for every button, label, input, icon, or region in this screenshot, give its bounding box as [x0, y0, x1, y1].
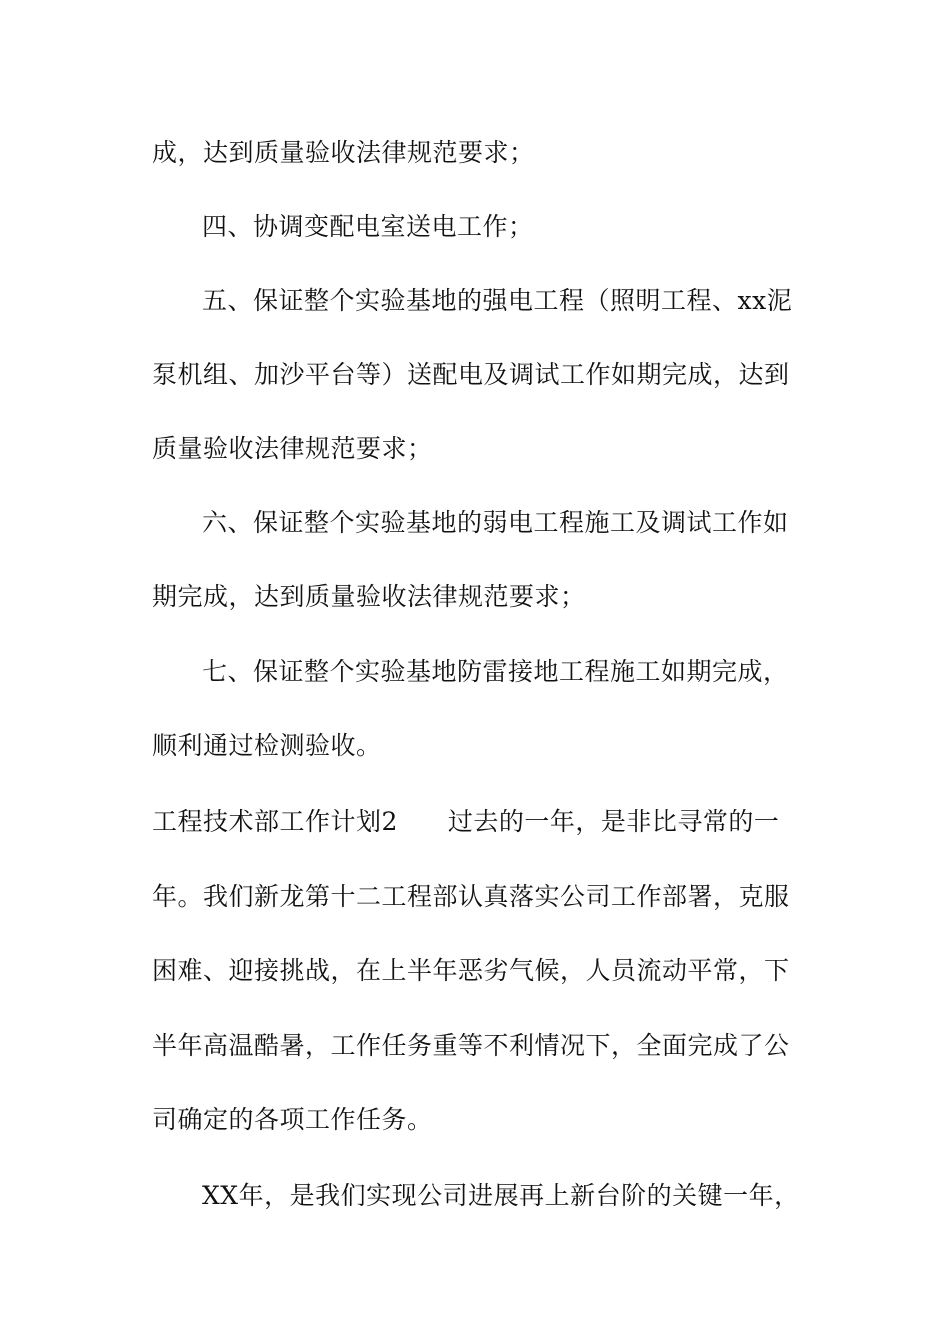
- paragraph-line: 成，达到质量验收法律规范要求；: [152, 138, 535, 167]
- paragraph-line: 质量验收法律规范要求；: [152, 434, 433, 463]
- paragraph-line: 顺利通过检测验收。: [152, 731, 382, 760]
- paragraph-line: 六、保证整个实验基地的弱电工程施工及调试工作如: [202, 508, 789, 537]
- paragraph-line: 年。我们新龙第十二工程部认真落实公司工作部署，克服: [152, 882, 790, 911]
- section-heading-line: [152, 806, 802, 838]
- paragraph-line: 司确定的各项工作任务。: [152, 1105, 433, 1134]
- paragraph-line: XX年，是我们实现公司进展再上新台阶的关键一年，: [202, 1181, 800, 1210]
- paragraph-line: 七、保证整个实验基地防雷接地工程施工如期完成，: [202, 657, 789, 686]
- section-heading: 工程技术部工作计划2: [152, 807, 398, 836]
- paragraph-line: 四、协调变配电室送电工作；: [202, 212, 534, 241]
- paragraph-line: 期完成，达到质量验收法律规范要求；: [152, 582, 586, 611]
- paragraph-text: 过去的一年，是非比寻常的一: [447, 807, 780, 836]
- paragraph-line: 困难、迎接挑战，在上半年恶劣气候，人员流动平常，下: [152, 956, 790, 985]
- paragraph-line: 半年高温酷暑，工作任务重等不利情况下，全面完成了公: [152, 1031, 790, 1060]
- paragraph-line: 五、保证整个实验基地的强电工程（照明工程、xx泥: [202, 286, 793, 315]
- paragraph-line: 泵机组、加沙平台等）送配电及调试工作如期完成，达到: [152, 360, 790, 389]
